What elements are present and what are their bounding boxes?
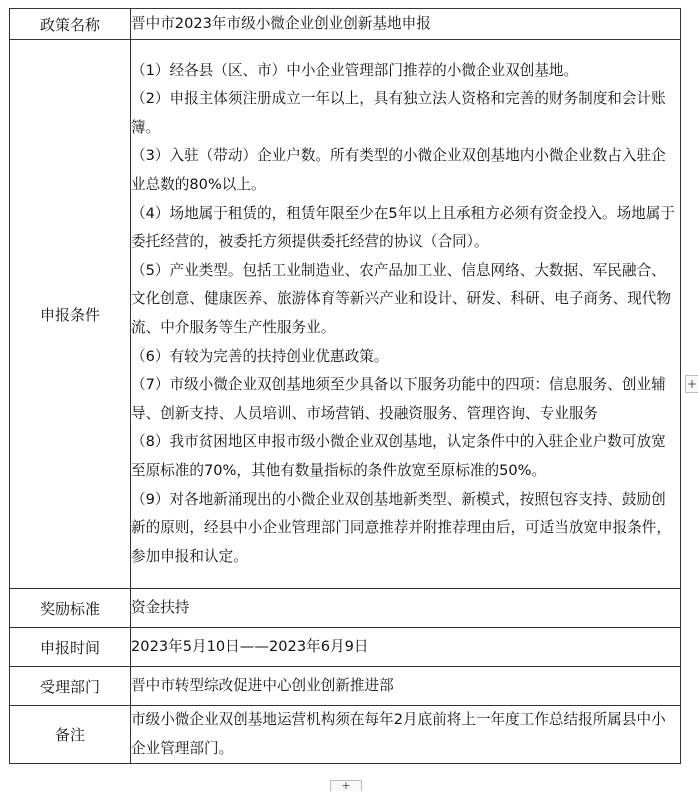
- add-row-handle[interactable]: +: [330, 780, 362, 791]
- condition-item-2: （2）申报主体须注册成立一年以上，具有独立法人资格和完善的财务制度和会计账簿。: [131, 90, 666, 136]
- row-note: [10, 706, 681, 764]
- policy-name-value: 晋中市2023年市级小微企业创业创新基地申报: [131, 9, 681, 40]
- condition-item-9: （9）对各地新涌现出的小微企业双创基地新类型、新模式，按照包容支持、鼓励创新的原则，经县中小企业管理部门同意推荐并附推荐理由后，可适当放宽申报条件，参加申报和认定。: [131, 490, 671, 565]
- note-label: 备注: [10, 706, 131, 764]
- condition-item-5: （5）产业类型。包括工业制造业、农产品加工业、信息网络、大数据、军民融合、文化创意、健康医养、旅游体育等新兴产业和设计、研发、科研、电子商务、现代物流、中介服务等生产性服务业。: [131, 261, 671, 336]
- condition-item-3: （3）入驻（带动）企业户数。所有类型的小微企业双创基地内小微企业数占入驻企业总数的80%以上。: [131, 147, 666, 194]
- dept-value: 晋中市转型综改促进中心创业创新推进部: [131, 667, 681, 706]
- reward-label: 奖励标准: [10, 589, 131, 628]
- condition-item-7: （7）市级小微企业双创基地须至少具备以下服务功能中的四项：信息服务、创业辅导、创新支持、人员培训、市场营销、投融资服务、管理咨询、专业服务: [131, 376, 666, 422]
- condition-item-6: （6）有较为完善的扶持创业优惠政策。: [131, 347, 389, 365]
- condition-item-1: （1）经各县（区、市）中小企业管理部门推荐的小微企业双创基地。: [131, 61, 579, 79]
- conditions-value: [131, 40, 681, 589]
- row-policy-name: [10, 9, 681, 40]
- condition-item-8: （8）我市贫困地区申报市级小微企业双创基地，认定条件中的入驻企业户数可放宽至原标准的70%，其他有数量指标的条件放宽至原标准的50%。: [131, 433, 666, 479]
- policy-table: [9, 8, 681, 764]
- condition-item-4: （4）场地属于租赁的，租赁年限至少在5年以上且承租方必须有资金投入。场地属于委托经营的，被委托方须提供委托经营的协议（合同）。: [131, 204, 675, 251]
- row-time: [10, 628, 681, 667]
- time-value: 2023年5月10日——2023年6月9日: [131, 628, 681, 667]
- row-reward: [10, 589, 681, 628]
- row-dept: [10, 667, 681, 706]
- add-column-handle[interactable]: +: [686, 377, 698, 391]
- conditions-label: 申报条件: [10, 40, 131, 589]
- time-label: 申报时间: [10, 628, 131, 667]
- policy-name-label: 政策名称: [10, 9, 131, 40]
- reward-value: 资金扶持: [131, 589, 681, 628]
- note-value: 市级小微企业双创基地运营机构须在每年2月底前将上一年度工作总结报所属县中小企业管理部门。: [131, 706, 681, 764]
- row-conditions: [10, 40, 681, 589]
- dept-label: 受理部门: [10, 667, 131, 706]
